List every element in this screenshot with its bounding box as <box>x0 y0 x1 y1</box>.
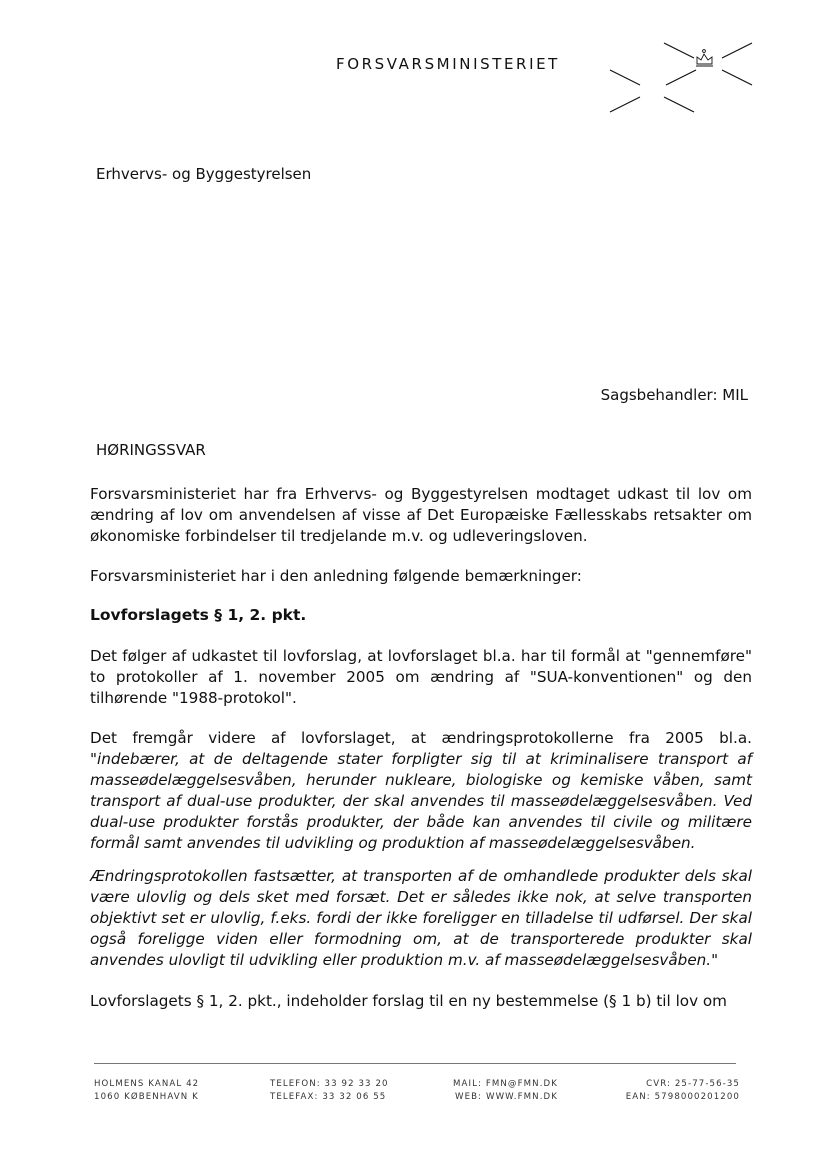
crown-emblem-icon <box>606 40 756 120</box>
document-heading: HØRINGSSVAR <box>96 441 206 459</box>
cvr-number: CVR: 25-77-56-35 <box>646 1079 740 1089</box>
footer-contact <box>448 1078 558 1104</box>
mail-address: MAIL: FMN@FMN.DK <box>453 1079 558 1089</box>
quoted-text: "indebærer, at de deltagende stater forpligter sig til at kriminalisere transport af masseødelæggelsesvåben, herunder nukleare, biologiske og kemiske våben, samt transport af dual-use produkter, der skal anvendes til masseødelæggelsesvåben. Ved dual-use produkter forstås produkter, der både kan anvendes til civile og militære formål samt anvendes til udvikling og produktion af masseødelæggelsesvåben. <box>90 750 752 852</box>
phone-number: TELEFON: 33 92 33 20 <box>270 1079 389 1089</box>
address-line-1: HOLMENS KANAL 42 <box>94 1079 200 1089</box>
ean-number: EAN: 5798000201200 <box>625 1092 740 1102</box>
paragraph-intro: Forsvarsministeriet har fra Erhvervs- og Byggestyrelsen modtaget udkast til lov om ændring af lov om anvendelsen af visse af Det Europæiske Fællesskabs retsakter om økonomiske forbindelser til tredjelande m.v. og udleveringsloven. <box>90 485 752 545</box>
footer-registration <box>612 1078 740 1104</box>
footer-address <box>94 1078 199 1104</box>
web-address: WEB: WWW.FMN.DK <box>455 1092 558 1102</box>
paragraph-quote-continued: Ændringsprotokollen fastsætter, at transporten af de omhandlede produkter dels skal være ulovlig og dels sket med forsæt. Det er således ikke nok, at selve transporten objektivt set er ulovlig, f.eks. fordi der ikke foreligger en tilladelse til udførsel. Der skal også foreligge viden eller formodning om, at de transporterede produkter skal anvendes ulovligt til udvikling eller produktion m.v. af masseødelæggelsesvåben." <box>90 867 752 969</box>
paragraph-proposal: Lovforslagets § 1, 2. pkt., indeholder forslag til en ny bestemmelse (§ 1 b) til lov om <box>90 992 727 1010</box>
address-line-2: 1060 KØBENHAVN K <box>94 1092 199 1102</box>
footer-phone <box>270 1078 389 1104</box>
footer-divider <box>94 1063 736 1064</box>
paragraph-remarks: Forsvarsministeriet har i den anledning følgende bemærkninger: <box>90 567 582 585</box>
recipient: Erhvervs- og Byggestyrelsen <box>96 165 312 183</box>
ministry-name: FORSVARSMINISTERIET <box>336 55 560 73</box>
paragraph-quote-intro: Det fremgår videre af lovforslaget, at ændringsprotokollerne fra 2005 bl.a. <box>90 729 752 747</box>
caseworker: Sagsbehandler: MIL <box>600 386 748 404</box>
paragraph-quote <box>90 728 752 854</box>
paragraph-purpose: Det følger af udkastet til lovforslag, at lovforslaget bl.a. har til formål at "gennemføre" to protokoller af 1. november 2005 om ændring af "SUA-konventionen" og den tilhørende "1988-protokol". <box>90 647 752 707</box>
section-subhead: Lovforslagets § 1, 2. pkt. <box>90 606 307 624</box>
fax-number: TELEFAX: 33 32 06 55 <box>270 1092 387 1102</box>
